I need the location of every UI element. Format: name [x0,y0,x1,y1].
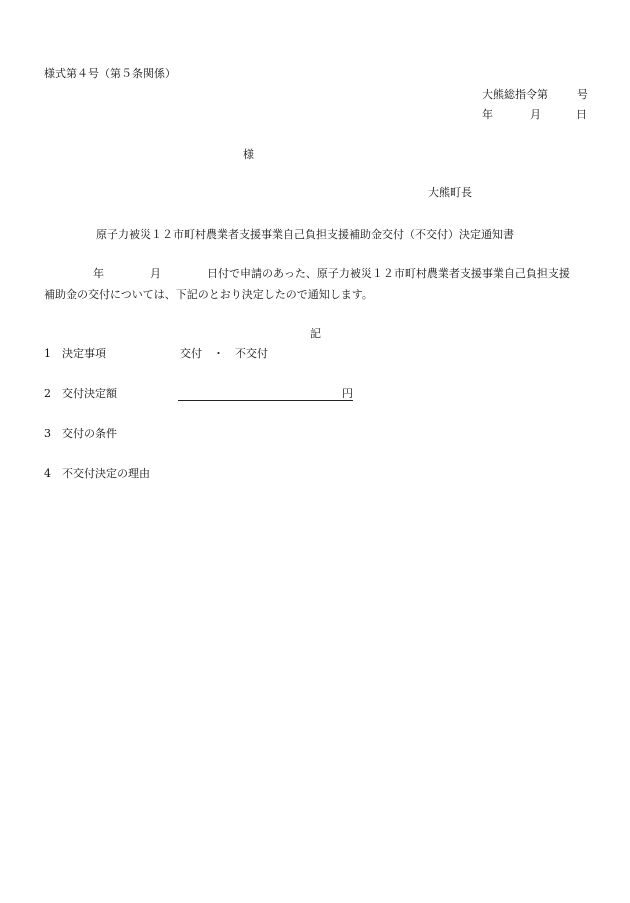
item-2-number: 2 [44,387,51,400]
date-month: 月 [530,108,541,121]
item-2-label: 交付決定額 [62,387,117,400]
body-year: 年 [93,267,104,280]
item-2-yen-suffix: 円 [342,387,353,400]
item-3-number: 3 [44,427,51,440]
body-month: 月 [150,267,161,280]
body-line1-rest: 日付で申請のあった、原子力被災１２市町村農業者支援事業自己負担支援 [207,267,570,280]
doc-number-suffix: 号 [577,88,588,101]
item-4-number: 4 [44,467,51,480]
body-line2: 補助金の交付については、下記のとおり決定したので通知します。 [44,288,373,301]
recipient-honorific: 様 [243,148,254,161]
ki-heading: 記 [310,327,321,340]
form-number: 様式第４号（第５条関係） [44,67,176,80]
issuer-title: 大熊町長 [428,186,472,199]
doc-number-prefix: 大熊総指令第 [482,88,548,101]
item-1-value: 交付 ・ 不交付 [180,347,268,360]
date-year: 年 [482,108,493,121]
date-day: 日 [576,108,587,121]
item-1-label: 決定事項 [62,347,106,360]
amount-blank-line [178,388,353,401]
item-1-number: 1 [44,347,51,360]
item-4-label: 不交付決定の理由 [62,467,150,480]
document-title: 原子力被災１２市町村農業者支援事業自己負担支援補助金交付（不交付）決定通知書 [96,228,514,241]
item-3-label: 交付の条件 [62,427,117,440]
